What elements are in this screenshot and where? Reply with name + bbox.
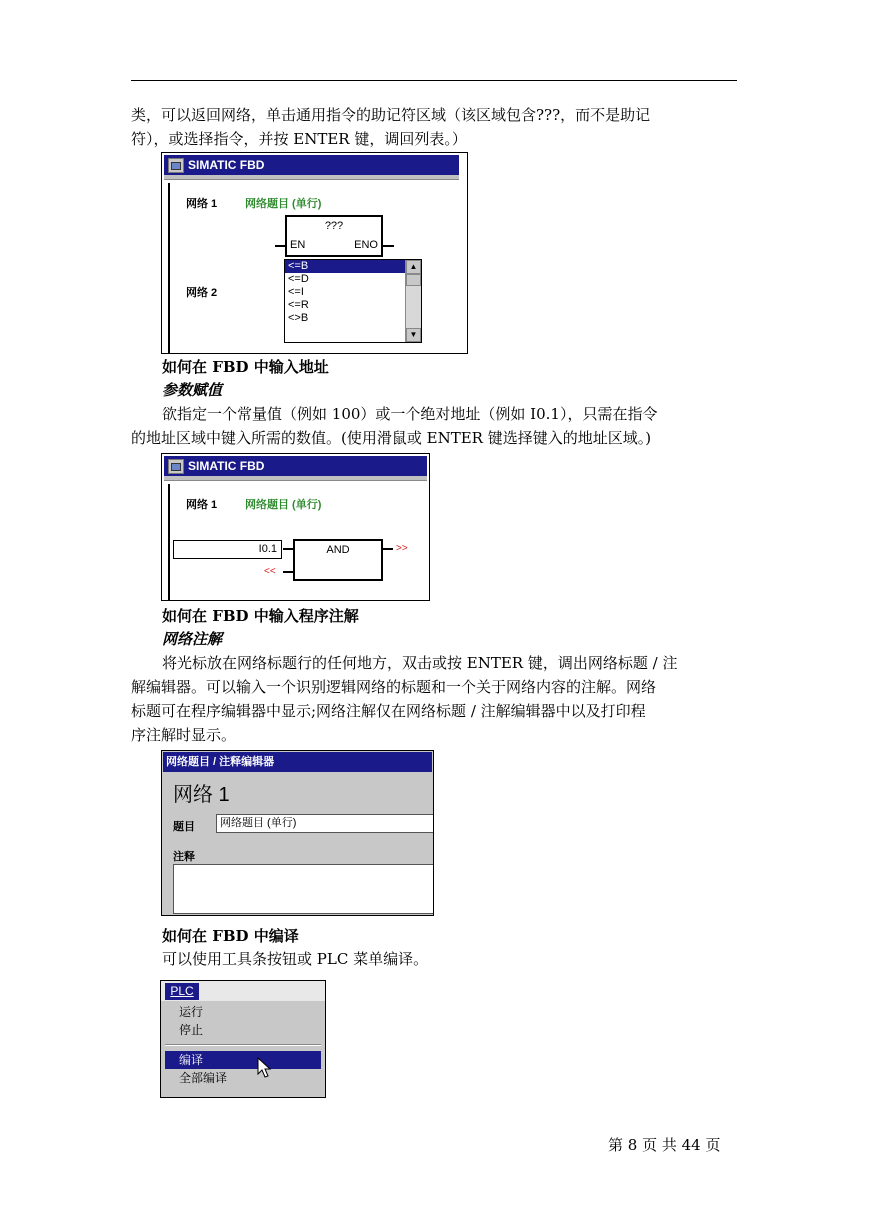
- listbox-scrollbar[interactable]: [405, 260, 421, 342]
- paragraph-line: 类，可以返回网络，单击通用指令的助记符区域（该区域包含???，而不是助记: [131, 106, 651, 124]
- editor-titlebar: 网络题目 / 注释编辑器: [163, 752, 432, 772]
- comment-editor-screenshot: [161, 750, 434, 916]
- plc-menu-screenshot: [160, 980, 326, 1098]
- toolbar-band: [164, 175, 459, 180]
- section-heading: 如何在 FBD 中输入程序注解: [162, 607, 359, 625]
- address-input[interactable]: [173, 540, 282, 559]
- page-footer: 第 8 页 共 44 页: [608, 1136, 721, 1154]
- menu-item-stop[interactable]: 停止: [179, 1023, 204, 1037]
- comment-textarea[interactable]: [173, 864, 434, 914]
- and-mnemonic: AND: [326, 544, 350, 556]
- title-label: 题目: [173, 821, 195, 833]
- paragraph-line: 解编辑器。可以输入一个识别逻辑网络的标题和一个关于网络内容的注解。网络: [131, 678, 657, 696]
- list-item[interactable]: <=B: [285, 260, 421, 273]
- paragraph-line: 将光标放在网络标题行的任何地方，双击或按 ENTER 键，调出网络标题 / 注: [162, 654, 678, 672]
- menu-bar: [161, 981, 325, 1001]
- plc-menu[interactable]: PLC: [165, 983, 199, 1000]
- and-box[interactable]: [293, 539, 383, 581]
- network-heading: 网络 1: [173, 784, 230, 806]
- en-pin: EN: [290, 239, 306, 251]
- window-title: SIMATIC FBD: [188, 459, 265, 473]
- window-titlebar: [164, 456, 427, 476]
- toolbar-band: [164, 476, 427, 481]
- power-rail: [168, 484, 170, 600]
- eno-pin: ENO: [354, 239, 378, 251]
- window-titlebar: [164, 155, 459, 175]
- title-input-value[interactable]: 网络题目 (单行): [220, 817, 297, 829]
- network-2-label: 网络 2: [186, 287, 218, 299]
- scroll-down-icon[interactable]: ▼: [406, 328, 421, 342]
- section-heading: 如何在 FBD 中输入地址: [162, 358, 329, 376]
- out-wire: [383, 548, 393, 550]
- section-subheading: 参数赋值: [162, 381, 223, 399]
- window-title: SIMATIC FBD: [188, 158, 265, 172]
- menu-separator: [165, 1044, 321, 1046]
- fbd-listbox-screenshot: [161, 152, 468, 354]
- app-icon: [168, 459, 184, 474]
- network-1-label: 网络 1: [186, 198, 218, 210]
- in1-wire: [283, 548, 293, 550]
- network-1-label: 网络 1: [186, 499, 218, 511]
- paragraph-line: 符），或选择指令，并按 ENTER 键，调回列表。）: [131, 130, 467, 148]
- section-heading: 如何在 FBD 中编译: [162, 927, 299, 945]
- scroll-thumb[interactable]: [406, 274, 421, 286]
- section-subheading: 网络注解: [162, 630, 223, 648]
- paragraph-line: 的地址区域中键入所需的数值。(使用滑鼠或 ENTER 键选择键入的地址区域。): [131, 429, 652, 447]
- input-marker[interactable]: <<: [264, 566, 276, 577]
- list-item[interactable]: <=R: [288, 299, 309, 311]
- paragraph-line: 欲指定一个常量值（例如 100）或一个绝对地址（例如 I0.1），只需在指令: [162, 405, 658, 423]
- comment-label: 注释: [173, 851, 195, 863]
- power-rail: [168, 183, 170, 353]
- network-title[interactable]: 网络题目 (单行): [245, 499, 322, 511]
- menu-item-compile-all[interactable]: 全部编译: [179, 1071, 228, 1085]
- list-item[interactable]: <>B: [288, 312, 309, 324]
- editor-body: [163, 772, 432, 914]
- app-icon: [168, 158, 184, 173]
- fbd-and-screenshot: [161, 453, 430, 601]
- address-value[interactable]: I0.1: [258, 543, 277, 555]
- title-input[interactable]: [216, 814, 434, 833]
- generic-instruction-box[interactable]: [285, 215, 383, 257]
- paragraph-line: 序注解时显示。: [131, 726, 237, 744]
- en-wire: [275, 245, 285, 247]
- menu-item-run[interactable]: 运行: [179, 1005, 204, 1019]
- eno-wire: [382, 245, 394, 247]
- scroll-up-icon[interactable]: ▲: [406, 260, 421, 274]
- header-rule: [131, 80, 737, 81]
- network-title[interactable]: 网络题目 (单行): [245, 198, 322, 210]
- paragraph-line: 标题可在程序编辑器中显示;网络注解仅在网络标题 / 注解编辑器中以及打印程: [131, 702, 646, 720]
- list-item[interactable]: <=I: [288, 286, 304, 298]
- in2-wire: [283, 571, 293, 573]
- list-item[interactable]: <=D: [288, 273, 309, 285]
- mouse-cursor-icon: [257, 1057, 273, 1079]
- output-marker[interactable]: >>: [396, 543, 408, 554]
- instruction-mnemonic[interactable]: ???: [324, 220, 344, 232]
- paragraph-line: 可以使用工具条按钮或 PLC 菜单编译。: [162, 950, 429, 968]
- menu-item-compile[interactable]: 编译: [165, 1051, 321, 1069]
- instruction-listbox[interactable]: [284, 259, 422, 343]
